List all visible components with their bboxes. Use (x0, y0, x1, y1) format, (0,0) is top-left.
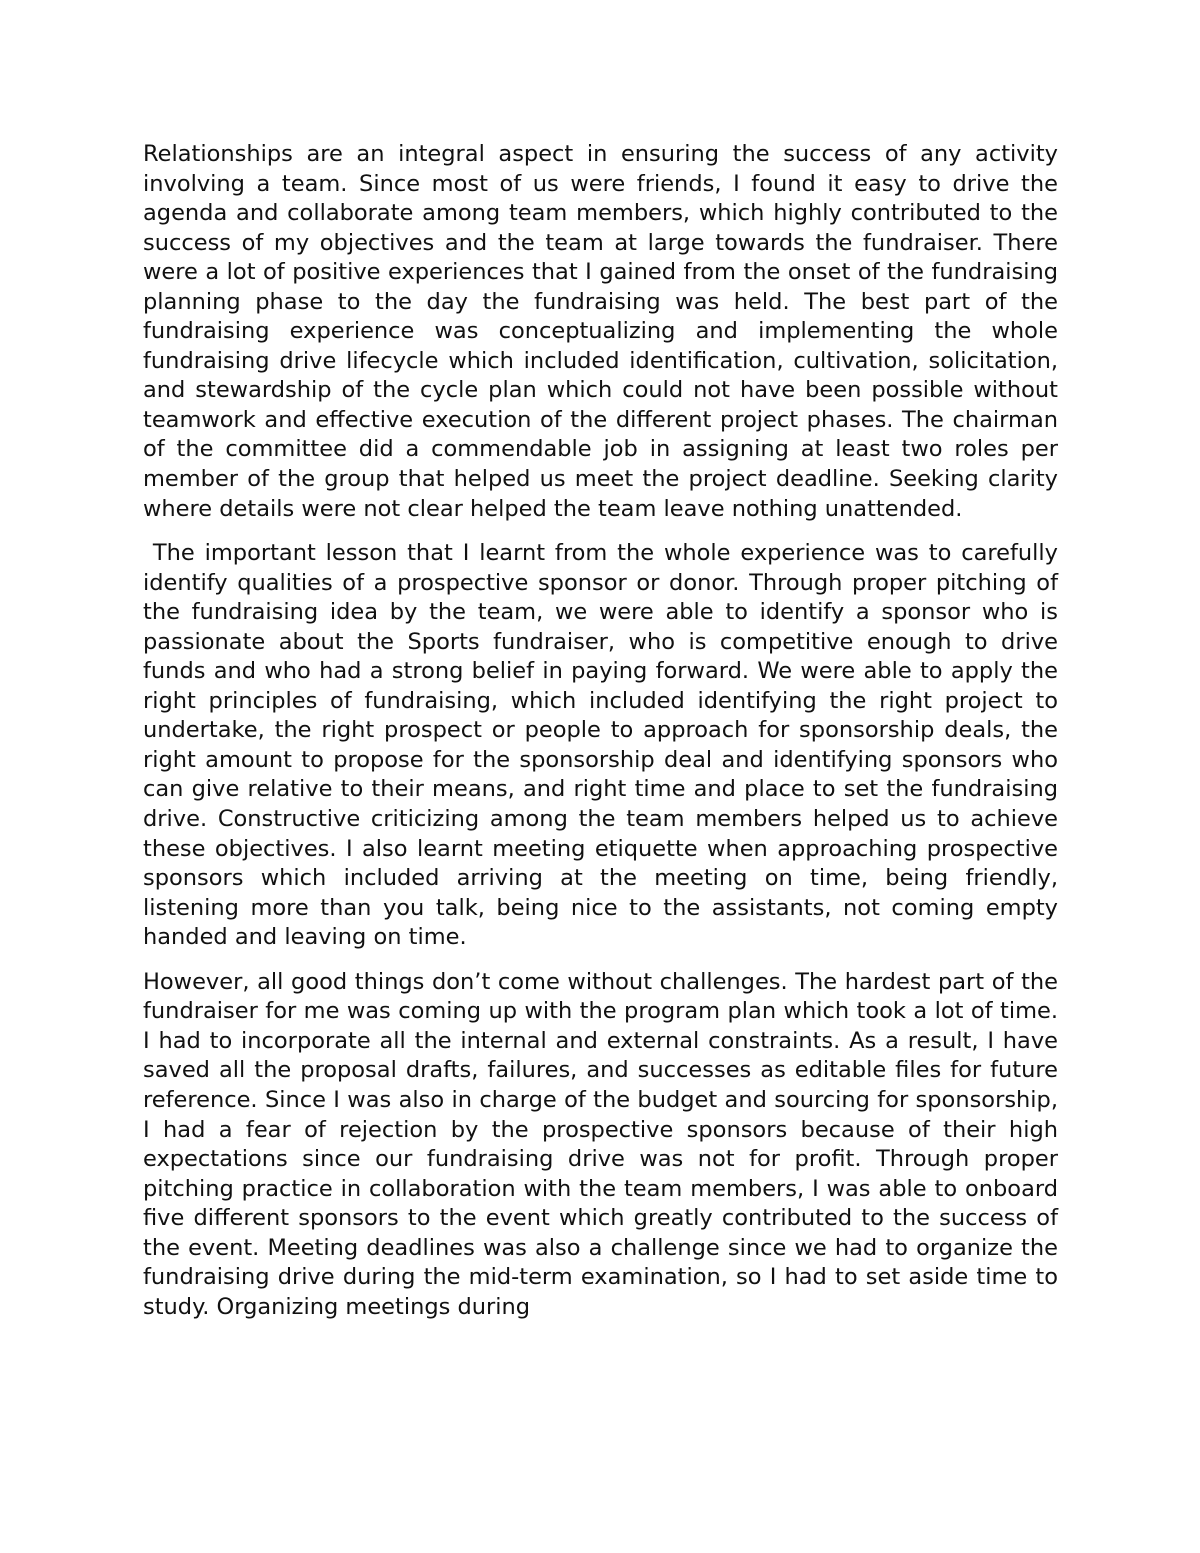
paragraph-relationships: Relationships are an integral aspect in ensuring the success of any activity involving a team. Since most of us were friends, I found it easy to drive the agenda and collaborate among team members, which highly contributed to the success of my objectives and the team at large towards the fundraiser. There were a lot of positive experiences that I gained from the onset of the fundraising planning phase to the day the fundraising was held. The best part of the fundraising experience was conceptualizing and implementing the whole fundraising drive lifecycle which included identification, cultivation, solicitation, and stewardship of the cycle plan which could not have been possible without teamwork and effective execution of the different project phases. The chairman of the committee did a commendable job in assigning at least two roles per member of the group that helped us meet the project deadline. Seeking clarity where details were not clear helped the team leave nothing unattended. (143, 141, 1058, 522)
paragraph-important-lesson: The important lesson that I learnt from the whole experience was to carefully identify qualities of a prospective sponsor or donor. Through proper pitching of the fundraising idea by the team, we were able to identify a sponsor who is passionate about the Sports fundraiser, who is competitive enough to drive funds and who had a strong belief in paying forward. We were able to apply the right principles of fundraising, which included identifying the right project to undertake, the right prospect or people to approach for sponsorship deals, the right amount to propose for the sponsorship deal and identifying sponsors who can give relative to their means, and right time and place to set the fundraising drive. Constructive criticizing among the team members helped us to achieve these objectives. I also learnt meeting etiquette when approaching prospective sponsors which included arriving at the meeting on time, being friendly, listening more than you talk, being nice to the assistants, not coming empty handed and leaving on time. (143, 540, 1066, 951)
document-body (143, 140, 1066, 1337)
paragraph-challenges: However, all good things don’t come without challenges. The hardest part of the fundraiser for me was coming up with the program plan which took a lot of time. I had to incorporate all the internal and external constraints. As a result, I have saved all the proposal drafts, failures, and successes as editable files for future reference. Since I was also in charge of the budget and sourcing for sponsorship, I had a fear of rejection by the prospective sponsors because of their high expectations since our fundraising drive was not for profit. Through proper pitching practice in collaboration with the team members, I was able to onboard five different sponsors to the event which greatly contributed to the success of the event. Meeting deadlines was also a challenge since we had to organize the fundraising drive during the mid-term examination, so I had to set aside time to study. Organizing meetings during (143, 968, 1058, 1320)
